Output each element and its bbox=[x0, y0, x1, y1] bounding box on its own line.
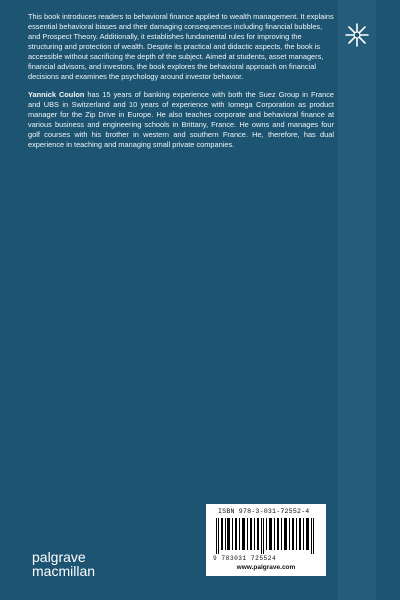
description-paragraph: This book introduces readers to behavioral finance applied to wealth management. It explains essential behavioral biases and their damaging consequences including financial bubbles, and Prospect Theory. Additionally, it establishes fundamental rules for improving the structuring and protection of wealth. Despite its practical and didactic aspects, the book is accessible without sacrificing the depth of the subject. Aimed at students, asset managers, financial advisors, and investors, the book explores the behavioral approach on financial decisions and examines the psychology around investor behavior. bbox=[28, 12, 334, 81]
spine-strip bbox=[338, 0, 376, 600]
isbn-label: ISBN 978-3-031-72552-4 bbox=[218, 508, 310, 515]
starburst-icon bbox=[344, 22, 370, 48]
author-name: Yannick Coulon bbox=[28, 90, 85, 99]
publisher-logo bbox=[32, 550, 95, 578]
barcode bbox=[214, 518, 318, 554]
author-paragraph bbox=[28, 90, 334, 150]
author-bio: has 15 years of banking experience with both the Suez Group in France and UBS in Switzerland and 10 years of experience with Iomega Corporation as product manager for the Zip Drive in Europe. He also teaches corporate and behavioral finance at various business and engineering schools in Brittany, France. He owns and manages four golf courses with his brother in western and southern France. He, therefore, has dual experience in teaching and managing small private companies. bbox=[28, 90, 334, 149]
website-link[interactable]: www.palgrave.com bbox=[206, 562, 326, 574]
barcode-digits: 9 783031 725524 bbox=[213, 555, 277, 562]
text-block bbox=[28, 12, 334, 158]
publisher-name-line1: palgrave bbox=[32, 549, 86, 565]
publisher-name-line2: macmillan bbox=[32, 563, 96, 579]
